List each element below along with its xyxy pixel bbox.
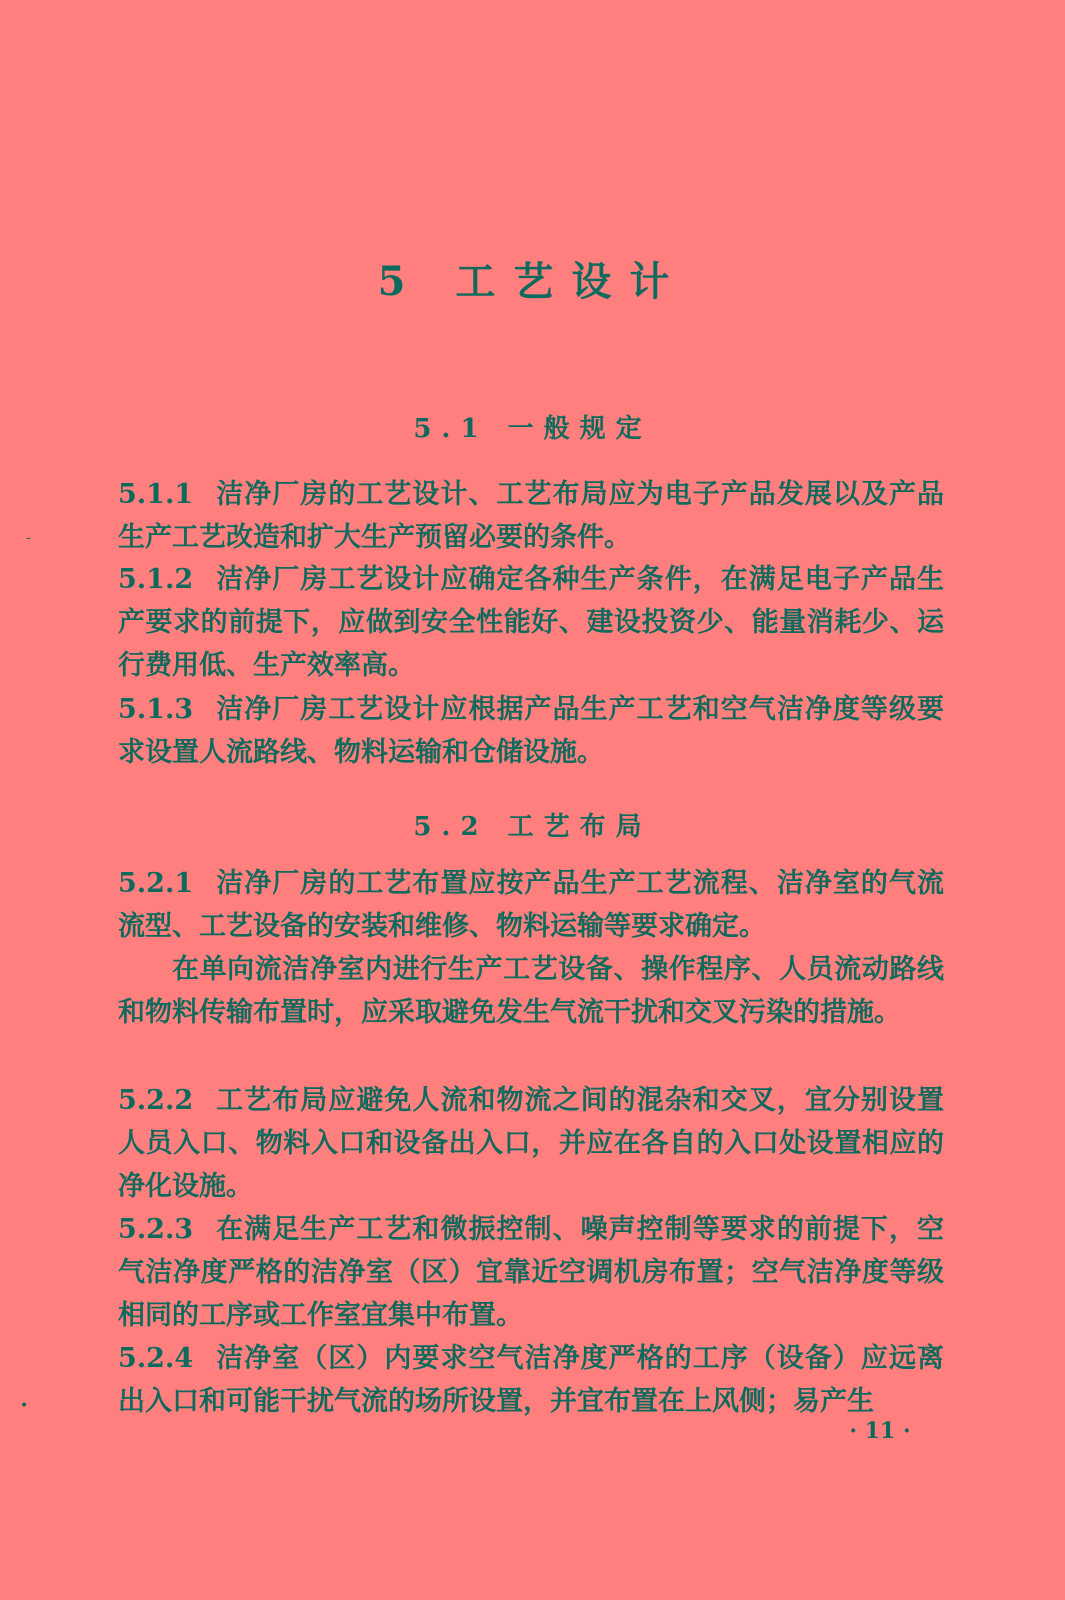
clause-number: 5.1.1: [118, 479, 194, 510]
clause-5-2-3: [118, 1208, 944, 1337]
clause-5-1-2: [118, 558, 944, 687]
clause-text: 工艺布局应避免人流和物流之间的混杂和交叉，宜分别设置人员入口、物料入口和设备出入口，并应在各自的入口处设置相应的净化设施。: [118, 1085, 944, 1202]
clause-text: 洁净室（区）内要求空气洁净度严格的工序（设备）应远离出入口和可能干扰气流的场所设置，并宜布置在上风侧；易产生: [118, 1343, 944, 1417]
page-number: · 11 ·: [849, 1418, 911, 1444]
clause-5-2-1-continuation: 在单向流洁净室内进行生产工艺设备、操作程序、人员流动路线和物料传输布置时，应采取避免发生气流干扰和交叉污染的措施。: [118, 954, 944, 1028]
clause-number: 5.1.2: [118, 564, 194, 595]
clause-number: 5.1.3: [118, 694, 194, 725]
clause-5-2-4: [118, 1337, 944, 1423]
clause-number: 5.2.3: [118, 1214, 194, 1245]
section-title-5-1: 5.1 一般规定: [413, 414, 652, 444]
chapter-title: 5 工艺设计: [377, 258, 688, 305]
clause-text: 洁净厂房的工艺设计、工艺布局应为电子产品发展以及产品生产工艺改造和扩大生产预留必要的条件。: [118, 479, 944, 553]
clause-number: 5.2.4: [118, 1343, 194, 1374]
clause-number: 5.2.1: [118, 868, 194, 899]
clause-5-2-1: [118, 862, 944, 948]
clause-text: 洁净厂房工艺设计应确定各种生产条件，在满足电子产品生产要求的前提下，应做到安全性能好、建设投资少、能量消耗少、运行费用低、生产效率高。: [118, 564, 944, 681]
clause-5-1-3: [118, 688, 944, 774]
clause-text: 洁净厂房的工艺布置应按产品生产工艺流程、洁净室的气流流型、工艺设备的安装和维修、物料运输等要求确定。: [118, 868, 944, 942]
clause-number: 5.2.2: [118, 1085, 194, 1116]
scan-artifact-dash: -: [26, 530, 31, 546]
clause-5-2-2: [118, 1079, 944, 1208]
section-title-5-2: 5.2 工艺布局: [413, 812, 652, 842]
clause-text: 洁净厂房工艺设计应根据产品生产工艺和空气洁净度等级要求设置人流路线、物料运输和仓储设施。: [118, 694, 944, 768]
clause-5-1-1: [118, 473, 944, 559]
clause-text: 在满足生产工艺和微振控制、噪声控制等要求的前提下，空气洁净度严格的洁净室（区）宜靠近空调机房布置；空气洁净度等级相同的工序或工作室宜集中布置。: [118, 1214, 944, 1331]
scan-artifact-dot: •: [20, 1398, 29, 1414]
